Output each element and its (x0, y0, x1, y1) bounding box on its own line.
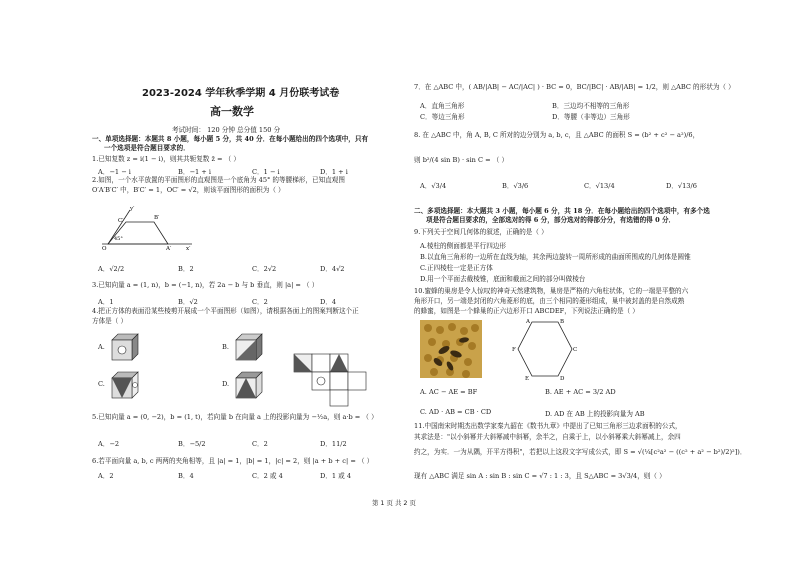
q8-option-b[interactable]: B．√3/6 (502, 182, 529, 190)
hex-label-b: B (560, 319, 565, 325)
q1-option-a[interactable]: A．−1 − i (98, 168, 131, 176)
hex-label-d: D (560, 376, 565, 380)
q8-stem-line2: 则 b²/(4 sin B) · sin C = （ ） (414, 156, 509, 164)
q2-label-a: A′ (166, 246, 172, 250)
q2-stem-line2: O′A′B′C′ 中，B′C′ = 1，OC′ = √2，则该平面图形的面积为（ ） (92, 186, 285, 194)
q6-option-c[interactable]: C．2 或 4 (252, 472, 283, 480)
q4-cube-d-icon[interactable] (234, 370, 264, 400)
q4-option-b[interactable]: B. (222, 343, 229, 351)
q4-option-a[interactable]: A. (98, 343, 105, 351)
page-footer: 第 1 页 共 2 页 (372, 499, 416, 507)
q7-option-a[interactable]: A．直角三角形 (420, 102, 465, 110)
q10-hexagon-figure (512, 318, 578, 380)
q3-option-b[interactable]: B．√2 (178, 298, 198, 306)
q10-option-c[interactable]: C. AD · AB = CB · CD (420, 408, 492, 416)
q11-stem-line4: 现有 △ABC 满足 sin A : sin B : sin C = √7 : 1 : 3，且 S△ABC = 3√3/4，则（ ） (414, 472, 666, 480)
q4-stem-line1: 4.把正方体的表面沿某些棱剪开展成一个平面图形（如图），请根据各面上的图案判断这个正 (92, 307, 359, 315)
q10-honeycomb-photo (420, 320, 482, 378)
exam-subject: 高一数学 (210, 105, 254, 118)
section1-heading-cont: 一个选项是符合题目要求的． (104, 144, 190, 152)
q4-stem-line2: 方体是（ ） (92, 317, 128, 325)
q4-option-c[interactable]: C. (98, 380, 105, 388)
q3-stem: 3.已知向量 a = (1, n)，b = (−1, n)，若 2a − b 与 b 垂直，则 |a| = （ ） (92, 281, 319, 289)
q2-stem-line1: 2.如图，一个水平放置的平面图形的直观图是一个底角为 45° 的等腰梯形，已知直观图 (92, 176, 345, 184)
q1-option-c[interactable]: C．1 − i (252, 168, 280, 176)
section2-heading-cont: 项是符合题目要求的，全部选对的得 6 分，部分选对的得部分分，有选错的得 0 分． (426, 216, 676, 224)
q2-label-b: B′ (154, 215, 160, 221)
q2-option-c[interactable]: C．2√2 (252, 265, 277, 273)
q6-stem: 6.若平面向量 a, b, c 两两的夹角相等，且 |a| = 1，|b| = 1，|c| = 2，则 |a + b + c| = （ ） (92, 457, 374, 465)
q6-option-a[interactable]: A．2 (98, 472, 114, 480)
q2-label-angle: 45° (114, 236, 123, 242)
q7-option-d[interactable]: D．等腰（非等边）三角形 (552, 113, 630, 121)
q5-option-d[interactable]: D．11/2 (320, 440, 347, 448)
q10-stem-line1: 10.蜜蜂的巢房是令人惊叹的神奇天然建筑物，巢房是严格的六角柱状体，它的一端是平整的六 (414, 287, 689, 295)
hex-label-a: A (526, 319, 530, 325)
q9-stem: 9.下列关于空间几何体的叙述，正确的是（ ） (414, 228, 548, 236)
q8-option-c[interactable]: C．√13/4 (584, 182, 615, 190)
q3-option-d[interactable]: D．4 (320, 298, 337, 306)
section2-heading: 二、多项选择题：本大题共 3 小题，每小题 6 分，共 18 分．在每小题给出的四个选项中，有多个选 (414, 207, 710, 215)
hex-label-e: E (525, 376, 530, 380)
q11-stem-line2: 其求法是："以小斜幂并大斜幂减中斜幂，余半之，自乘于上，以小斜幂乘大斜幂减上，余四 (414, 433, 681, 441)
q2-label-y: y′ (130, 206, 135, 212)
q11-stem-line1: 11.中国南宋时期杰出数学家秦九韶在《数书九章》中提出了已知三角形三边求面积的公式， (414, 422, 682, 430)
q1-option-d[interactable]: D．1 + i (320, 168, 348, 176)
q1-option-b[interactable]: B．−1 + i (178, 168, 211, 176)
q4-cube-b-icon[interactable] (234, 332, 264, 362)
q10-stem-line3: 的蜂蜜，如图是一个蜂巢的正六边形开口 ABCDEF，下列说法正确的是（ ） (414, 307, 639, 315)
q6-option-d[interactable]: D．1 或 4 (320, 472, 352, 480)
q9-option-c[interactable]: C.正四棱柱一定是正方体 (420, 264, 493, 272)
q4-cube-a-icon[interactable] (110, 332, 140, 362)
q10-option-d[interactable]: D. AD 在 AB 上的投影向量为 AB (545, 410, 645, 418)
q5-option-b[interactable]: B．−5/2 (178, 440, 206, 448)
q7-stem: 7．在 △ABC 中，( AB/|AB| − AC/|AC| ) · BC = 0，BC/|BC| · AB/|AB| = 1/2，则 △ABC 的形状为（ ） (414, 83, 735, 91)
q9-option-d[interactable]: D.用一个平面去截棱锥，底面和截面之间的部分叫做棱台 (420, 275, 586, 283)
q5-stem: 5.已知向量 a = (0, −2)，b = (1, t)，若向量 b 在向量 a 上的投影向量为 −½a，则 a·b = （ ） (92, 413, 378, 421)
hex-label-f: F (512, 347, 516, 353)
q10-option-a[interactable]: A. AC − AE = BF (420, 388, 478, 396)
q3-option-a[interactable]: A．1 (98, 298, 114, 306)
q3-option-c[interactable]: C．2 (252, 298, 268, 306)
exam-title: 2023-2024 学年秋季学期 4 月份联考试卷 (142, 88, 340, 99)
q2-label-o: O (102, 246, 107, 250)
q2-option-d[interactable]: D．4√2 (320, 265, 345, 273)
q4-cube-net-figure (292, 352, 368, 408)
q7-option-c[interactable]: C．等边三角形 (420, 113, 465, 121)
q9-option-a[interactable]: A.棱柱的侧面都是平行四边形 (420, 242, 506, 250)
q1-stem: 1.已知复数 z = i(1 − i)，则其共轭复数 z̄ = （ ） (92, 155, 240, 163)
q10-option-b[interactable]: B. AE + AC = 3/2 AD (545, 388, 616, 396)
q2-label-c: C′ (118, 218, 124, 224)
q4-option-d[interactable]: D. (222, 380, 230, 388)
q8-option-d[interactable]: D．√13/6 (666, 182, 697, 190)
q2-trapezoid-figure (96, 204, 196, 250)
q2-option-a[interactable]: A．√2/2 (98, 265, 125, 273)
q2-label-x: x′ (186, 246, 191, 250)
hex-label-c: C (573, 347, 578, 353)
q6-option-b[interactable]: B．4 (178, 472, 194, 480)
q8-stem-line1: 8. 在 △ABC 中，角 A, B, C 所对的边分别为 a, b, c，且 △ABC 的面积 S = (b² + c² − a²)/6， (414, 131, 700, 139)
q9-option-b[interactable]: B.以直角三角形的一边所在直线为轴，其余两边旋转一周所形成的曲面所围成的几何体是圆锥 (420, 253, 691, 261)
q4-cube-c-icon[interactable] (110, 370, 140, 400)
exam-info: 考试时间： 120 分钟 总分值 150 分 (172, 126, 281, 134)
q11-stem-line3: 约之，为实．一为从隅，开平方得积"，若把以上这段文字写成公式，即 S = √(¼[c²a² − ((c² + a² − b²)/2)²])． (414, 448, 747, 456)
q2-option-b[interactable]: B．2 (178, 265, 194, 273)
q7-option-b[interactable]: B．三边均不相等的三角形 (552, 102, 630, 110)
q5-option-a[interactable]: A．−2 (98, 440, 120, 448)
q8-option-a[interactable]: A．√3/4 (420, 182, 447, 190)
section1-heading: 一、单项选择题：本题共 8 小题，每小题 5 分，共 40 分．在每小题给出的四个选项中，只有 (92, 135, 369, 143)
q10-stem-line2: 角形开口，另一端是封闭的六角菱形的底，由三个相同的菱形组成，巢中被封盖的是自然成熟 (414, 297, 685, 305)
q5-option-c[interactable]: C．2 (252, 440, 268, 448)
